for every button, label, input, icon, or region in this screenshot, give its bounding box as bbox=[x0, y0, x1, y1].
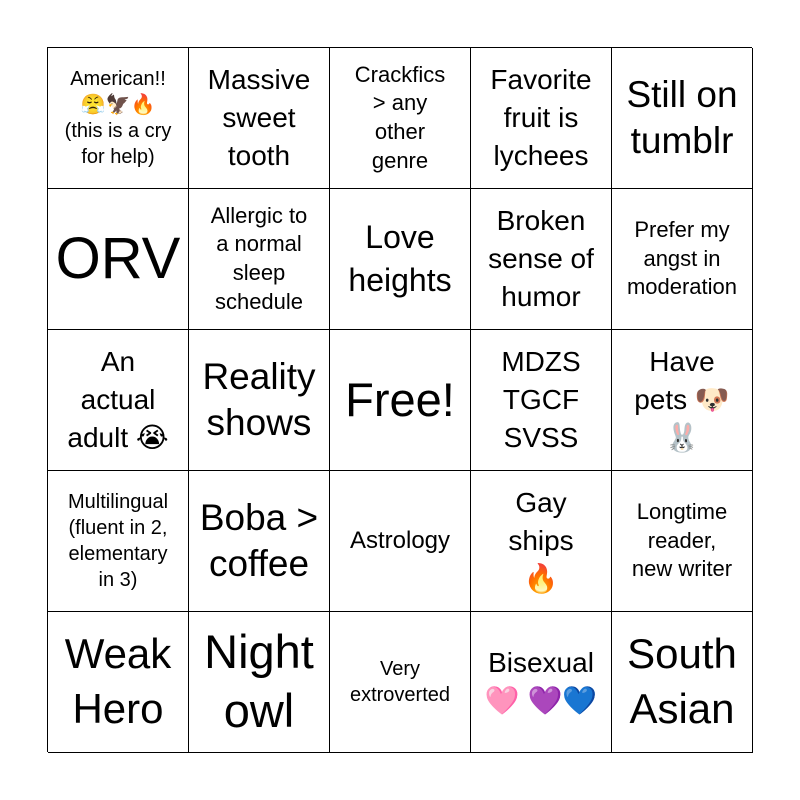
bingo-cell-4-2[interactable] bbox=[189, 471, 330, 612]
bingo-cell-2-1[interactable] bbox=[48, 189, 189, 330]
bingo-cell-label: American!! 😤🦅🔥 (this is a cry for help) bbox=[64, 68, 172, 168]
bingo-cell-label: Broken sense of humor bbox=[488, 205, 594, 312]
bingo-cell-3-1[interactable] bbox=[48, 330, 189, 471]
bingo-cell-label: ORV bbox=[55, 225, 181, 291]
bingo-cell-label: Night owl bbox=[204, 625, 314, 737]
bingo-cell-label: Gay ships 🔥 bbox=[508, 487, 574, 594]
bingo-cell-label: Weak Hero bbox=[64, 630, 172, 732]
bingo-cell-5-2[interactable] bbox=[189, 612, 330, 753]
bingo-cell-5-5[interactable] bbox=[612, 612, 753, 753]
bingo-cell-label: South Asian bbox=[627, 630, 737, 732]
bingo-cell-label: Boba > coffee bbox=[199, 496, 319, 584]
bingo-cell-label: Bisexual 🩷 💜💙 bbox=[484, 647, 598, 716]
bingo-cell-label: Have pets 🐶 🐰 bbox=[634, 346, 730, 453]
bingo-cell-1-1[interactable] bbox=[48, 48, 189, 189]
bingo-cell-label: Free! bbox=[345, 372, 455, 426]
bingo-cell-4-1[interactable] bbox=[48, 471, 189, 612]
bingo-cell-label: Love heights bbox=[348, 218, 452, 298]
bingo-cell-1-5[interactable] bbox=[612, 48, 753, 189]
bingo-cell-2-2[interactable] bbox=[189, 189, 330, 330]
bingo-cell-4-5[interactable] bbox=[612, 471, 753, 612]
bingo-cell-label: Astrology bbox=[349, 527, 451, 555]
bingo-cell-5-3[interactable] bbox=[330, 612, 471, 753]
bingo-cell-2-3[interactable] bbox=[330, 189, 471, 330]
bingo-cell-1-2[interactable] bbox=[189, 48, 330, 189]
bingo-cell-3-3[interactable] bbox=[330, 330, 471, 471]
bingo-cell-label: Longtime reader, new writer bbox=[631, 499, 733, 582]
bingo-cell-label: Massive sweet tooth bbox=[207, 64, 311, 171]
bingo-cell-5-1[interactable] bbox=[48, 612, 189, 753]
bingo-cell-4-3[interactable] bbox=[330, 471, 471, 612]
bingo-cell-3-5[interactable] bbox=[612, 330, 753, 471]
bingo-cell-2-4[interactable] bbox=[471, 189, 612, 330]
bingo-cell-label: Reality shows bbox=[202, 355, 316, 443]
bingo-cell-1-3[interactable] bbox=[330, 48, 471, 189]
bingo-cell-5-4[interactable] bbox=[471, 612, 612, 753]
bingo-cell-label: Still on tumblr bbox=[626, 73, 738, 161]
bingo-cell-label: Favorite fruit is lychees bbox=[490, 64, 592, 171]
bingo-cell-4-4[interactable] bbox=[471, 471, 612, 612]
bingo-cell-label: Prefer my angst in moderation bbox=[626, 217, 738, 300]
bingo-cell-label: An actual adult 😭 bbox=[67, 346, 169, 453]
bingo-cell-label: Allergic to a normal sleep schedule bbox=[210, 202, 308, 314]
bingo-cell-3-4[interactable] bbox=[471, 330, 612, 471]
bingo-cell-label: MDZS TGCF SVSS bbox=[501, 346, 581, 453]
bingo-cell-1-4[interactable] bbox=[471, 48, 612, 189]
bingo-cell-3-2[interactable] bbox=[189, 330, 330, 471]
bingo-cell-2-5[interactable] bbox=[612, 189, 753, 330]
bingo-board bbox=[47, 47, 752, 752]
bingo-cell-label: Very extroverted bbox=[349, 658, 451, 706]
bingo-cell-label: Multilingual (fluent in 2, elementary in 3) bbox=[67, 491, 169, 591]
bingo-cell-label: Crackfics > any other genre bbox=[354, 61, 446, 173]
